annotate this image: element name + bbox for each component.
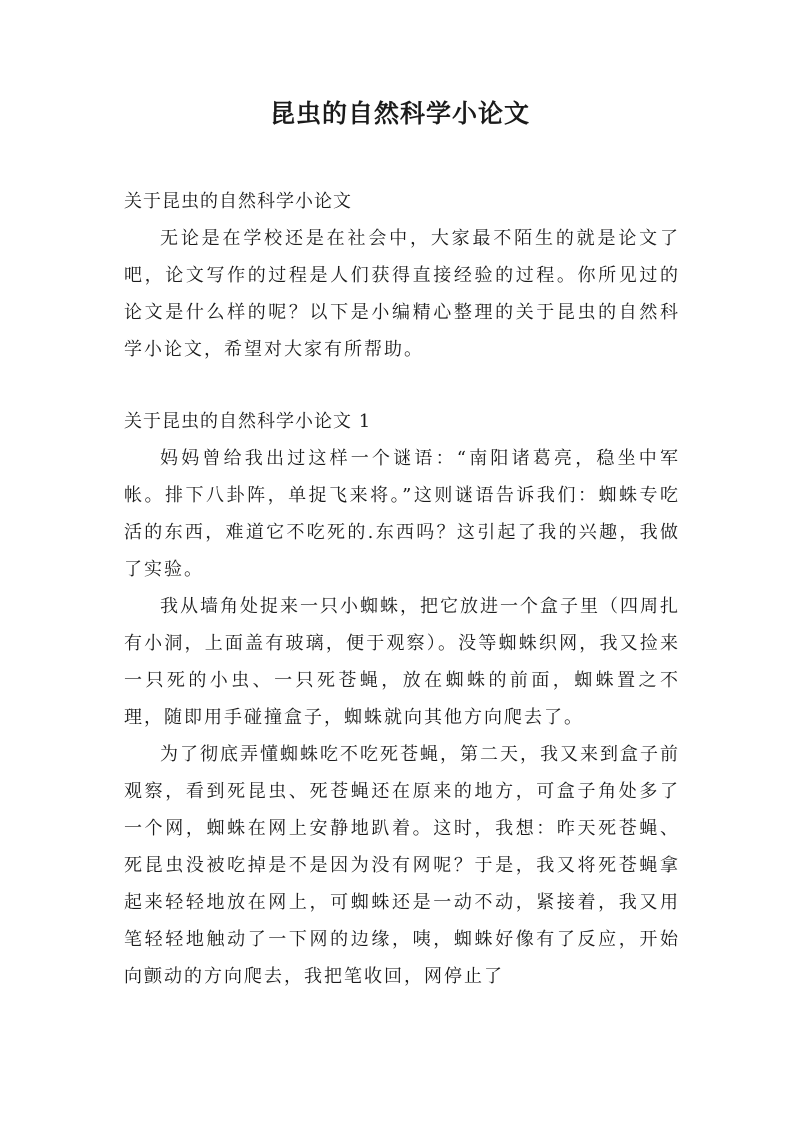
section1-paragraph-2: 我从墙角处捉来一只小蜘蛛，把它放进一个盒子里（四周扎有小洞，上面盖有玻璃，便于观察）。没等蜘蛛织网，我又捡来一只死的小虫、一只死苍蝇，放在蜘蛛的前面，蜘蛛置之不理，随即用手碰撞盒子，蜘蛛就向其他方向爬去了。 xyxy=(124,596,680,728)
section1-paragraph-1: 妈妈曾给我出过这样一个谜语：“南阳诸葛亮，稳坐中军帐。排下八卦阵，单捉飞来将。”这则谜语告诉我们：蜘蛛专吃活的东西，难道它不吃死的.东西吗？这引起了我的兴趣，我做了实验。 xyxy=(124,448,680,580)
document-title: 昆虫的自然科学小论文 xyxy=(269,99,530,128)
intro-heading: 关于昆虫的自然科学小论文 xyxy=(124,191,352,212)
intro-paragraph: 无论是在学校还是在社会中，大家最不陌生的就是论文了吧，论文写作的过程是人们获得直接经验的过程。你所见过的论文是什么样的呢？以下是小编精心整理的关于昆虫的自然科学小论文，希望对大家有所帮助。 xyxy=(124,228,680,360)
section-spacer xyxy=(124,368,680,404)
section1-paragraph-3: 为了彻底弄懂蜘蛛吃不吃死苍蝇，第二天，我又来到盒子前观察，看到死昆虫、死苍蝇还在原来的地方，可盒子角处多了一个网，蜘蛛在网上安静地趴着。这时，我想：昨天死苍蝇、死昆虫没被吃掉是不是因为没有网呢？于是，我又将死苍蝇拿起来轻轻地放在网上，可蜘蛛还是一动不动，紧接着，我又用笔轻轻地触动了一下网的边缘，咦，蜘蛛好像有了反应，开始向颤动的方向爬去，我把笔收回，网停止了 xyxy=(124,744,680,987)
section1-heading: 关于昆虫的自然科学小论文 1 xyxy=(124,411,372,432)
document-body xyxy=(124,184,680,995)
